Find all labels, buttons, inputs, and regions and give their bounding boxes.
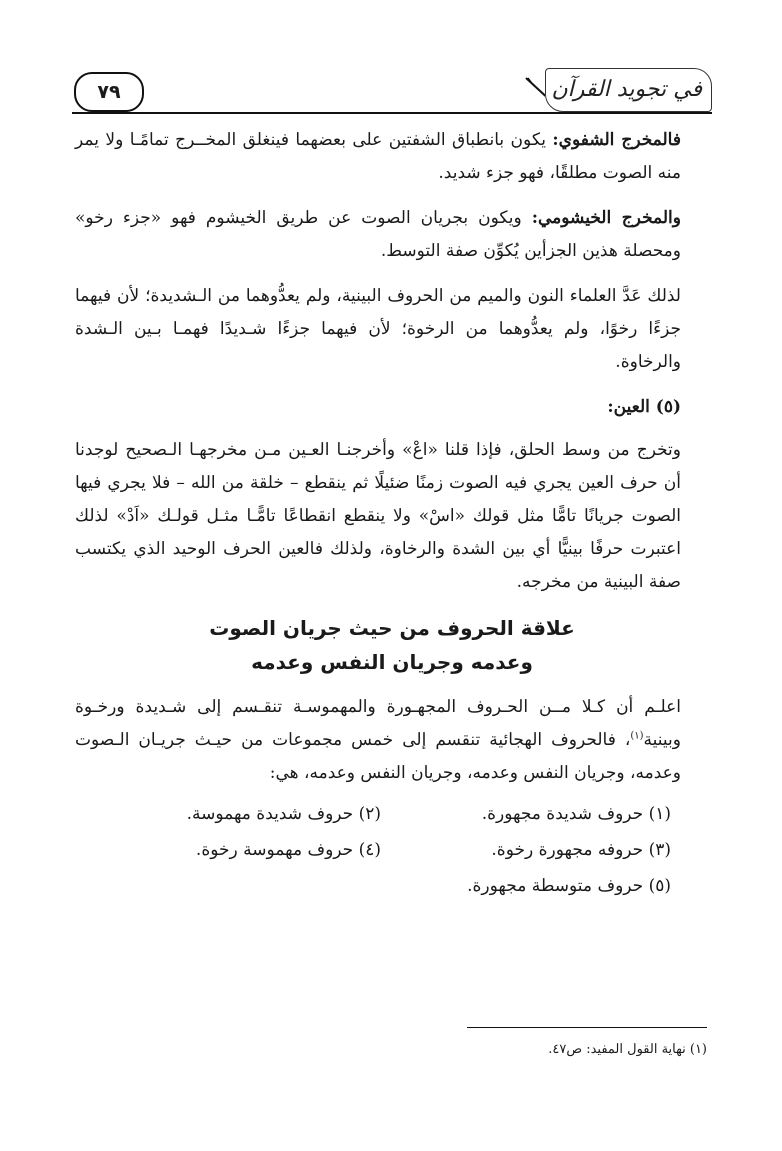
list-item-4: [81, 834, 381, 867]
book-title: في تجويد القرآن: [551, 76, 702, 102]
list-text: حروف شديدة مجهورة.: [481, 804, 644, 824]
page-body: [75, 124, 709, 906]
paragraph-groups: [75, 691, 709, 790]
paragraph-nasal-exit: [75, 202, 709, 268]
footnote: (١) نهاية القول المفيد: ص٤٧.: [548, 1042, 707, 1057]
list-text: حروفه مجهورة رخوة.: [491, 840, 644, 860]
footnote-divider: [467, 1027, 707, 1028]
list-row-1: [75, 798, 709, 831]
list-number: (٣): [648, 840, 671, 860]
term-nasal: والمخرج الخيشومي:: [531, 208, 681, 228]
list-item-3: [381, 834, 681, 867]
list-row-2: [75, 834, 709, 867]
page-header: [72, 66, 712, 122]
section-title-line2: وعدمه وجريان النفس وعدمه: [251, 650, 533, 674]
list-item-5: [381, 870, 681, 903]
list-item-1: [381, 798, 681, 831]
list-text: حروف شديدة مهموسة.: [186, 804, 354, 824]
list-text: حروف متوسطة مجهورة.: [467, 876, 644, 896]
list-number: (١): [648, 804, 671, 824]
term-labial: فالمخرج الشفوي:: [552, 130, 681, 150]
footnote-mark[interactable]: (١): [630, 730, 644, 742]
text-nasal: ويكون بجريان الصوت عن طريق الخيشوم فهو «جزء رخو» ومحصلة هذين الجزأين يُكوِّن صفة التوسط.: [75, 208, 681, 261]
section-title-line1: علاقة الحروف من حيث جريان الصوت: [209, 616, 575, 640]
list-item-2: [81, 798, 381, 831]
paragraph-noon-meem: لذلك عَدَّ العلماء النون والميم من الحروف البينية، ولم يعدُّوهما من الـشديدة؛ لأن فيهما جزءًا رخوًا، ولم يعدُّوهما من الرخوة؛ لأن فيهما جزءًا شـديدًا فهمـا بـين الـشدة والرخاوة.: [75, 286, 681, 372]
groups-text-b: ، فالحروف الهجائية تنقسم إلى خمس مجموعات من حيـث جريـان الـصوت وعدمه، وجريان النفس وعدمه، وجريان النفس وعدمه، هي:: [75, 730, 681, 783]
list-row-3: [75, 870, 709, 903]
groups-text-a: اعلـم أن كـلا مــن الحـروف المجهـورة والمهموسـة تنقـسم إلى شـديدة ورخـوة وبينية: [75, 697, 681, 750]
page-number: ٧٩: [74, 72, 144, 112]
list-text: حروف مهموسة رخوة.: [195, 840, 354, 860]
book-title-logo: [545, 66, 712, 112]
text-labial: يكون بانطباق الشفتين على بعضهما فينغلق المخــرج تمامًـا ولا يمر منه الصوت مطلقًا، فهو جزء شديد.: [75, 130, 681, 183]
paragraph-labial-exit: [75, 124, 709, 190]
list-number: (٢): [358, 804, 381, 824]
section-title: [75, 611, 709, 679]
heading-ain: (٥) العين:: [607, 397, 681, 417]
paragraph-ain: وتخرج من وسط الحلق، فإذا قلنا «اعْ» وأخرجنـا العـين مـن مخرجهـا الـصحيح لوجدنا أن حرف العين يجري فيه الصوت زمنًا ضئيلًا ثم ينقطع – خلقة من الله – فلا يجري فيها الصوت جريانًا تامًّا مثل قولك «اسْ» ولا ينقطع انقطاعًا تامًّـا مثـل قولـك «اَدْ» لذلك اعتبرت حرفًا بينيًّا أي بين الشدة والرخاوة، ولذلك فالعين الحرف الوحيد الذي يكتسب صفة البينية من مخرجه.: [75, 440, 681, 592]
list-number: (٤): [358, 840, 381, 860]
header-rule: [72, 112, 712, 114]
list-number: (٥): [648, 876, 671, 896]
